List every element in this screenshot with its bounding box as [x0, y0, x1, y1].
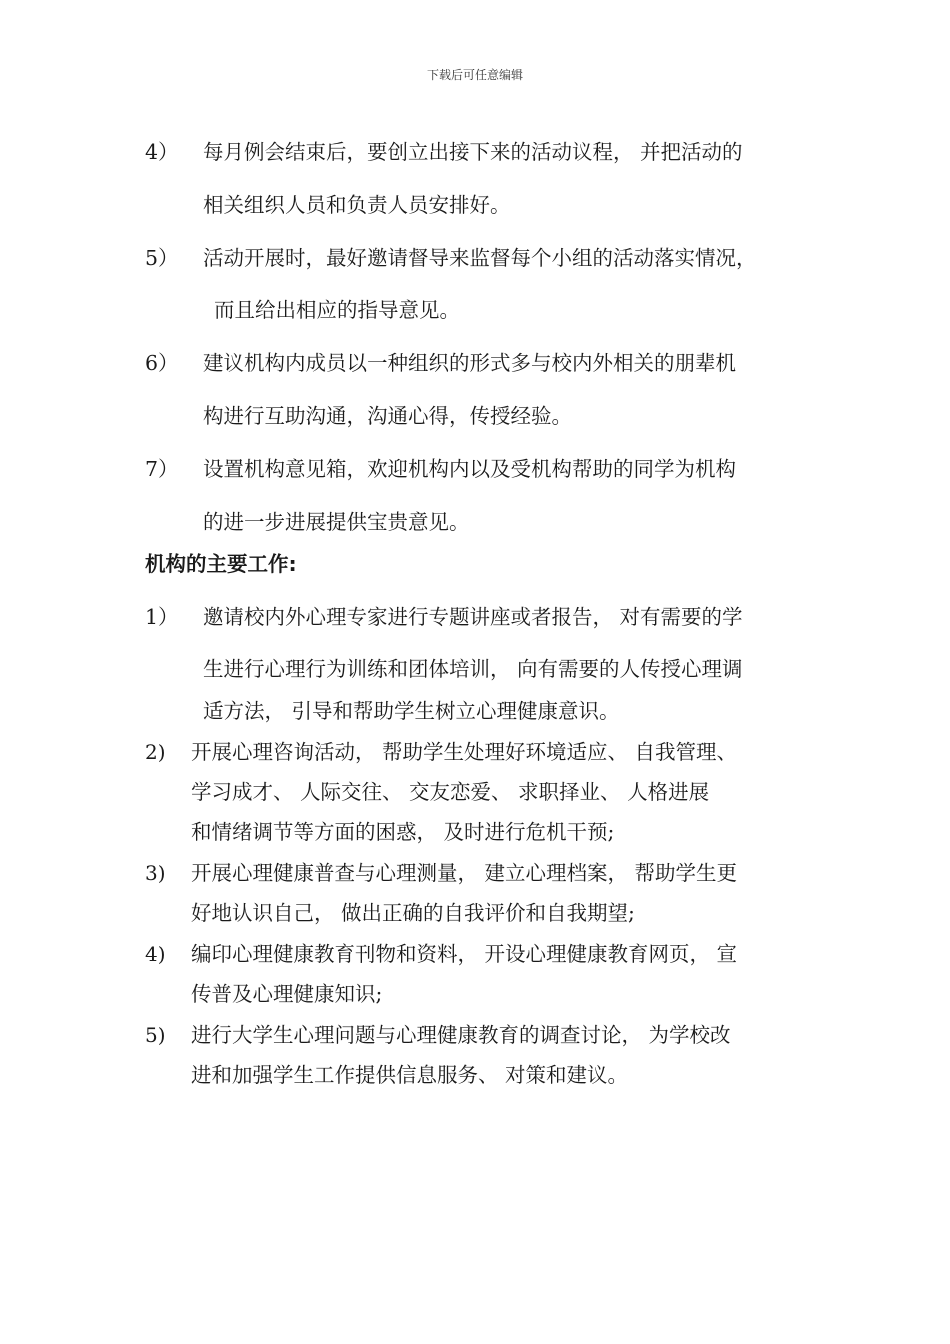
item-text-line: 而且给出相应的指导意见。: [214, 298, 460, 322]
item-text-line: 的进一步进展提供宝贵意见。: [203, 510, 470, 534]
item-number: 3): [145, 861, 166, 885]
item-number: 5): [145, 1023, 166, 1047]
item-text-line: 设置机构意见箱，欢迎机构内以及受机构帮助的同学为机构: [203, 457, 736, 481]
item-number: 7）: [145, 457, 179, 481]
item-text-line: 进行大学生心理问题与心理健康教育的调查讨论， 为学校改: [191, 1023, 731, 1047]
item-text-line: 生进行心理行为训练和团体培训， 向有需要的人传授心理调: [203, 657, 743, 681]
item-text-line: 和情绪调节等方面的困惑， 及时进行危机干预;: [191, 820, 615, 844]
item-text-line: 建议机构内成员以一种组织的形式多与校内外相关的朋辈机: [203, 351, 736, 375]
item-text-line: 每月例会结束后，要创立出接下来的活动议程， 并把活动的: [203, 140, 743, 164]
item-text-line: 构进行互助沟通，沟通心得，传授经验。: [203, 404, 572, 428]
item-text-line: 编印心理健康教育刊物和资料， 开设心理健康教育网页， 宣: [191, 942, 738, 966]
item-text-line: 相关组织人员和负责人员安排好。: [203, 193, 511, 217]
item-number: 6）: [145, 351, 179, 375]
item-text-line: 邀请校内外心理专家进行专题讲座或者报告， 对有需要的学: [203, 605, 743, 629]
item-number: 5）: [145, 246, 179, 270]
item-number: 4）: [145, 140, 179, 164]
item-text-line: 活动开展时，最好邀请督导来监督每个小组的活动落实情况，: [203, 246, 757, 270]
item-text-line: 传普及心理健康知识;: [191, 982, 383, 1006]
item-text-line: 适方法， 引导和帮助学生树立心理健康意识。: [203, 699, 620, 723]
item-text-line: 学习成才、 人际交往、 交友恋爱、 求职择业、 人格进展: [191, 780, 710, 804]
item-number: 1）: [145, 605, 179, 629]
item-text-line: 好地认识自己， 做出正确的自我评价和自我期望;: [191, 901, 635, 925]
item-number: 2): [145, 740, 166, 764]
item-text-line: 开展心理健康普查与心理测量， 建立心理档案， 帮助学生更: [191, 861, 738, 885]
page-header: 下载后可任意编辑: [426, 68, 523, 82]
item-text-line: 进和加强学生工作提供信息服务、 对策和建议。: [191, 1063, 629, 1087]
section-heading: 机构的主要工作:: [145, 552, 297, 576]
item-text-line: 开展心理咨询活动， 帮助学生处理好环境适应、 自我管理、: [191, 740, 738, 764]
item-number: 4): [145, 942, 166, 966]
